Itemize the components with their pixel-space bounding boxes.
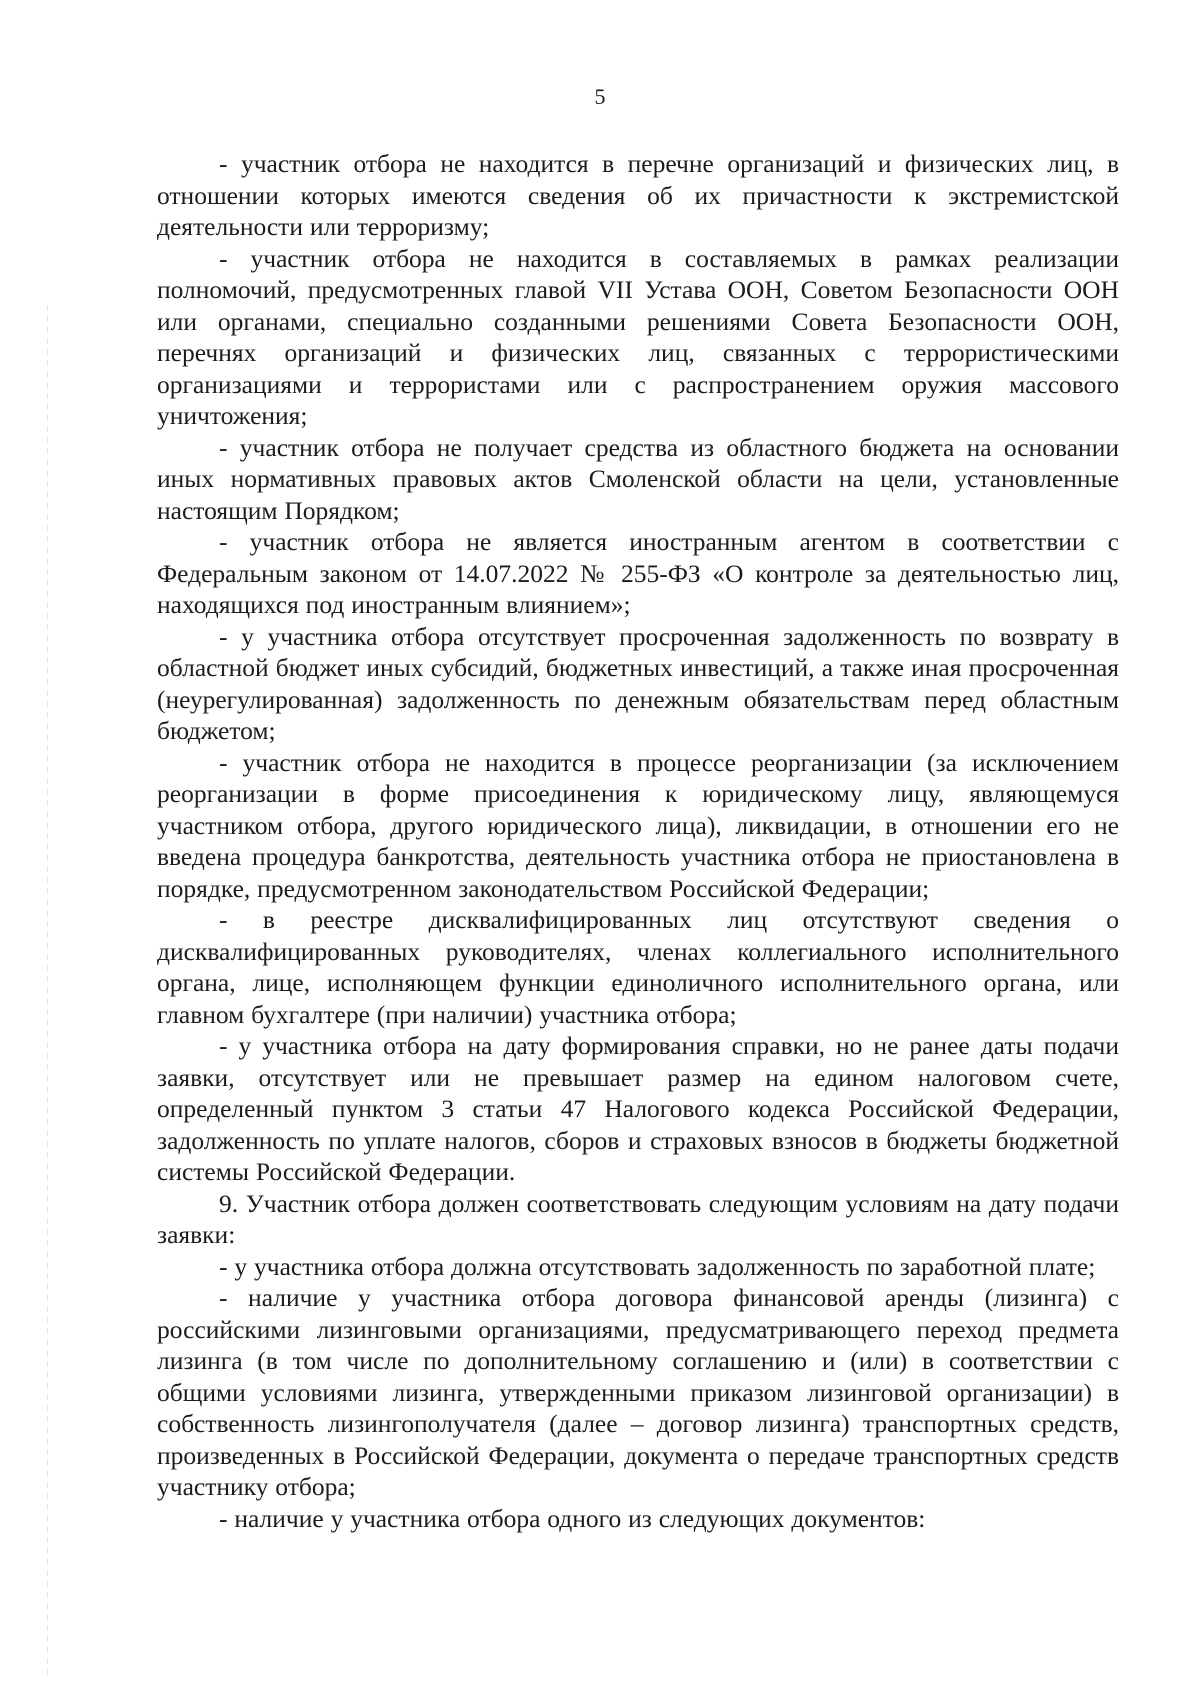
paragraph-documents: - наличие у участника отбора одного из следующих документов: (219, 1503, 926, 1533)
paragraph-leasing-agreement: - наличие у участника отбора договора финансовой аренды (лизинга) с российскими лизинговыми организациями, предусматривающего переход предмета лизинга (в том числе по дополнительному соглашению и (или) в соответствии с общими условиями лизинга, утвержденными приказом лизинговой организации) в собственность лизингополучателя (далее – договор лизинга) транспортных средств, произведенных в Российской Федерации, документа о передаче транспортных средств участнику отбора; (157, 1283, 1119, 1501)
paragraph-tax-debt: - у участника отбора на дату формирования справки, но не ранее даты подачи заявки, отсутствует или не превышает размер на едином налоговом счете, определенный пунктом 3 статьи 47 Налогового кодекса Российской Федерации, задолженность по уплате налогов, сборов и страховых взносов в бюджеты бюджетной системы Российской Федерации. (157, 1031, 1119, 1186)
paragraph-extremism-list: - участник отбора не находится в перечне организаций и физических лиц, в отношении которых имеются сведения об их причастности к экстремистской деятельности или терроризму; (157, 149, 1119, 241)
paragraph-un-sanctions-list: - участник отбора не находится в составляемых в рамках реализации полномочий, предусмотренных главой VII Устава ООН, Советом Безопасности ООН или органами, специально созданными решениями Совета Безопасности ООН, перечнях организаций и физических лиц, связанных с террористическими организациями и террористами или с распространением оружия массового уничтожения; (157, 243, 1119, 430)
paragraph-disqualified-persons: - в реестре дисквалифицированных лиц отсутствуют сведения о дисквалифицированных руководителях, членах коллегиального исполнительного органа, лице, исполняющем функции единоличного исполнительного органа, или главном бухгалтере (при наличии) участника отбора; (157, 905, 1119, 1029)
document-body (157, 148, 1119, 1534)
paragraph-no-overdue-debt: - у участника отбора отсутствует просроченная задолженность по возврату в областной бюджет иных субсидий, бюджетных инвестиций, а также иная просроченная (неурегулированная) задолженность по денежным обязательствам перед областным бюджетом; (157, 621, 1119, 745)
page-number: 5 (594, 84, 606, 109)
paragraph-not-foreign-agent: - участник отбора не является иностранным агентом в соответствии с Федеральным законом от 14.07.2022 № 255-ФЗ «О контроле за деятельностью лиц, находящихся под иностранным влиянием»; (157, 527, 1119, 619)
paragraph-section-9: 9. Участник отбора должен соответствовать следующим условиям на дату подачи заявки: (157, 1188, 1119, 1249)
paragraph-no-wage-debt: - у участника отбора должна отсутствовать задолженность по заработной плате; (219, 1251, 1096, 1281)
paragraph-no-other-budget-funds: - участник отбора не получает средства из областного бюджета на основании иных нормативных правовых актов Смоленской области на цели, установленные настоящим Порядком; (157, 432, 1119, 525)
scan-edge-line (47, 305, 48, 1680)
paragraph-no-reorganization: - участник отбора не находится в процессе реорганизации (за исключением реорганизации в форме присоединения к юридическому лицу, являющемуся участником отбора, другого юридического лица), ликвидации, в отношении его не введена процедура банкротства, деятельность участника отбора не приостановлена в порядке, предусмотренном законодательством Российской Федерации; (157, 747, 1119, 903)
